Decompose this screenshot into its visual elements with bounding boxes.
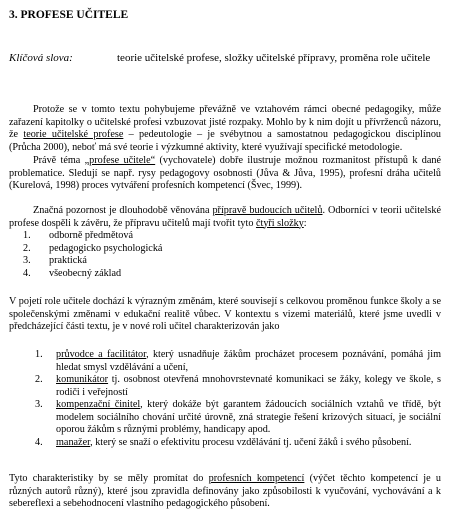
paragraph-priprava: Značná pozornost je dlouhodobě věnována přípravě budoucích učitelů. Odborníci v teorii učitelské profese dospěli k závěru, že přípravu učitelů mají tvořit tyto čtyři složky: bbox=[9, 205, 441, 229]
keywords-label: Klíčová slova: bbox=[9, 52, 73, 64]
term-profesni-kompetence: profesních kompetencí bbox=[208, 473, 305, 484]
term-komunikator: komunikátor bbox=[56, 374, 109, 385]
keywords-text: teorie učitelské profese, složky učitelské přípravy, proměna role učitele bbox=[117, 52, 431, 64]
components-list bbox=[9, 230, 441, 280]
list-item: 2. pedagogicko psychologická bbox=[23, 242, 163, 254]
chapter-heading: 3. PROFESE UČITELE bbox=[9, 9, 129, 21]
roles-list bbox=[9, 349, 441, 449]
term-manazer: manažer bbox=[56, 436, 91, 448]
term-ctyri-slozky: čtyři složky bbox=[255, 217, 304, 229]
term-pruvodce-facilitator: průvodce a facilitátor bbox=[56, 349, 147, 360]
list-item: 3. praktická bbox=[23, 255, 87, 266]
term-teorie-ucitelske-profese: teorie učitelské profese bbox=[23, 129, 124, 140]
paragraph-kompetence: Tyto charakteristiky by se měly promítat do profesních kompetencí (výčet těchto kompetencí je u různých autorů různý), které jsou zpravidla definovány jako způsobilosti k vyučování, vychovávání a k sebereflexi a sebehodnocení vlastního pedagogického působení. bbox=[9, 473, 441, 509]
paragraph-role-ucitele: V pojetí role učitele dochází k výrazným změnám, které souvisejí s celkovou proměnou funkce školy a se společenskými změnami v edukační realitě vůbec. V kontextu s vizemi materiálů, které jsme uvedli v předcházející části textu, je v nové roli učitel charakterizován jako bbox=[9, 296, 441, 332]
paragraph-profese-ucitele: Právě téma „profese učitele“ (vychovatele) dobře ilustruje možnou rozmanitost přístupů k dané problematice. Sledují se např. rysy pedagogovy osobnosti (Jůva & Jůva, 1995), profesní dráha učitelů (Kurelová, 1998) proces vytváření profesních kompetencí (Švec, 1999). bbox=[9, 155, 441, 191]
list-item: 4. všeobecný základ bbox=[23, 267, 122, 279]
list-item: 1. průvodce a facilitátor, který usnadňuje žákům procházet procesem poznávání, pomáhá jim hledat smysl vzdělávání a učení, bbox=[35, 349, 442, 373]
list-item: 1. odborně předmětová bbox=[23, 230, 134, 241]
list-item: 2. komunikátor tj. osobnost otevřená mnohovrstevnaté komunikaci se žáky, kolegy ve škole, s rodiči i veřejností bbox=[35, 374, 441, 398]
list-item: 3. kompenzační činitel, který dokáže být garantem žádoucích sociálních vztahů ve třídě, být modelem sociálního chování určité úrovně, zná strategie řešení krizových situací, je sociální oporou žákům s různými problémy, handicapy apod. bbox=[35, 399, 441, 435]
term-profese-ucitele: „profese učitele“ bbox=[84, 155, 156, 166]
list-item: 4. manažer, který se snaží o efektivitu procesu vzdělávání tj. učení žáků i svého působení. bbox=[35, 436, 412, 448]
term-priprava-budoucich-ucitelu: přípravě budoucích učitelů bbox=[212, 205, 323, 216]
term-kompenzacni-cinitel: kompenzační činitel bbox=[56, 399, 141, 410]
paragraph-intro: Protože se v tomto textu pohybujeme převážně ve vztahovém rámci obecné pedagogiky, může zařazení kapitolky o učitelské profesi vzbuzovat jisté rozpaky. Mohlo by k nim dojít u přívrženců názoru, že teorie učitelské profese – pedeutologie – je svébytnou a samostatnou pedagogickou disciplínou (Průcha 2000), neboť má své teorie i výzkumné aktivity, které využívají specifické metodologie. bbox=[9, 104, 442, 153]
